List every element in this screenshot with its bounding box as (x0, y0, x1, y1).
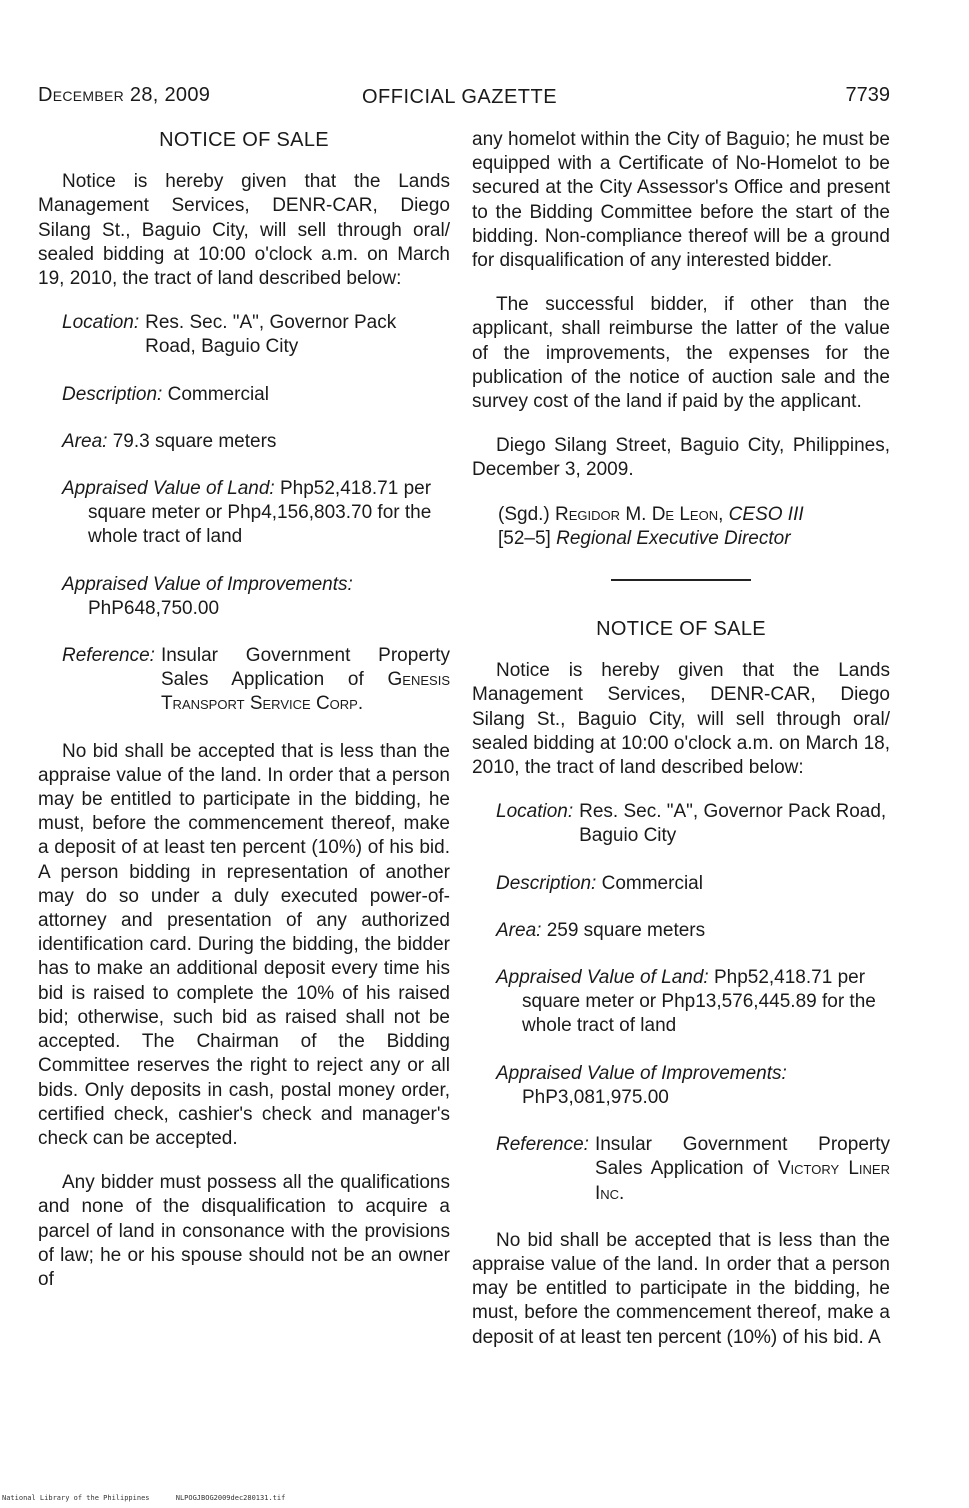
sgd-mark: (Sgd.) (498, 503, 556, 525)
notice1-improvements (62, 573, 450, 621)
reference-number: [52–5] (498, 527, 557, 549)
area-value: 79.3 square meters (112, 430, 277, 452)
area-label: Area: (62, 430, 108, 452)
reference-label: Reference: (62, 645, 155, 667)
notice2-location (496, 800, 890, 848)
land-value-label: Appraised Value of Land: (496, 967, 714, 989)
notice1-heading: NOTICE OF SALE (159, 129, 329, 151)
notice1-location (62, 311, 450, 359)
publication-title: OFFICIAL GAZETTE (362, 86, 558, 108)
location-value: Res. Sec. "A", Governor Pack Road, Baguio City (145, 312, 397, 358)
right-column (472, 128, 890, 1370)
improvements-value: PhP648,750.00 (88, 597, 220, 619)
issue-date: December 28, 2009 (38, 84, 211, 106)
notice2-description (496, 872, 890, 896)
description-value: Commercial (601, 872, 703, 894)
notice2-improvements (496, 1062, 890, 1110)
signatory-position: Regional Executive Director (556, 527, 791, 549)
notice1-land-value (62, 477, 450, 550)
notice1-reference (62, 644, 450, 717)
notice1-qualifications: Any bidder must possess all the qualifications and none of the disqualification to acquire a parcel of land in consonance with the provisions of law; he or his spouse should not be an owner of (38, 1172, 450, 1290)
description-label: Description: (496, 872, 602, 894)
reference-company: Victory Liner Inc. (594, 1158, 890, 1204)
left-column (38, 128, 450, 1292)
notice1-intro: Notice is hereby given that the Lands Management Services, DENR-CAR, Diego Silang St., Baguio City, will sell through oral/ sealed bidding at 10:00 o'clock a.m. on March 19, 2010, the tract of land described below: (38, 171, 450, 290)
signatory-name: Regidor M. De Leon, (555, 503, 729, 525)
notice1-place-date: Diego Silang Street, Baguio City, Philippines, December 3, 2009. (472, 435, 890, 481)
reference-text: Insular Government Property Sales Application of (594, 1134, 890, 1180)
reference-value (595, 1133, 890, 1206)
area-value: 259 square meters (546, 919, 706, 941)
notice2-bid-conditions: No bid shall be accepted that is less than the appraise value of the land. In order that a person may be entitled to participate in the bidding, he must, before the commencement thereof, make a deposit of at least ten percent (10%) of his bid. A (472, 1229, 890, 1348)
notice2-land-value (496, 966, 890, 1039)
description-label: Description: (62, 383, 163, 405)
scan-footer (2, 1494, 307, 1502)
land-value-amount: Php52,418.71 per square meter or Php13,576,445.89 for the whole tract of land (522, 967, 876, 1037)
notice2-heading: NOTICE OF SALE (596, 618, 766, 641)
notice1-signature-block (498, 503, 890, 551)
notice1-bid-conditions: No bid shall be accepted that is less than the appraise value of the land. In order that a person may be entitled to participate in the bidding, he must, before the commencement thereof, make a deposit of at least ten percent (10%) of his bid. A person bidding in representation of another may do so under a duly executed power-of-attorney and presentation of any authorized identification card. During the bidding, the bidder has to make an additional deposit every time his bid is raised to complete the 10% of his raised bid; otherwise, such bid as raised shall not be accepted. The Chairman of the Bidding Committee reserves the right to reject any or all bids. Only deposits in cash, postal money order, certified check, cashier's check and manager's check can be accepted. (38, 740, 450, 1149)
notice2-reference (496, 1133, 890, 1206)
improvements-label: Appraised Value of Improvements: (496, 1062, 787, 1084)
reference-text: Insular Government Property Sales Application of (160, 645, 450, 691)
page-number: 7739 (845, 84, 890, 106)
notice1-qualifications-continued: any homelot within the City of Baguio; he must be equipped with a Certificate of No-Homelot to be secured at the City Assessor's Office and present to the Bidding Committee before the start of the bidding. Non-compliance thereof will be a ground for disqualification of any interested bidder. (472, 129, 890, 272)
improvements-value: PhP3,081,975.00 (522, 1086, 669, 1108)
notice1-description (62, 383, 450, 407)
land-value-amount: Php52,418.71 per square meter or Php4,156,803.70 for the whole tract of land (88, 478, 432, 548)
location-label: Location: (62, 312, 140, 334)
notice1-area (62, 430, 450, 454)
land-value-label: Appraised Value of Land: (62, 478, 275, 500)
notice2-intro: Notice is hereby given that the Lands Management Services, DENR-CAR, Diego Silang St., Baguio City, will sell through oral/ sealed bidding at 10:00 o'clock a.m. on March 18, 2010, the tract of land described below: (472, 660, 890, 779)
reference-company: Genesis Transport Service Corp. (160, 669, 450, 715)
improvements-label: Appraised Value of Improvements: (62, 573, 353, 595)
section-divider (611, 579, 751, 581)
location-label: Location: (496, 801, 574, 823)
reference-label: Reference: (496, 1134, 589, 1156)
scan-filename: NLPOGJBOG2009dec280131.tif (175, 1494, 286, 1502)
notice1-reimbursement: The successful bidder, if other than the applicant, shall reimburse the latter of the value of the improvements, the expenses for the publication of the notice of auction sale and the survey cost of the land if paid by the applicant. (472, 294, 890, 413)
notice2-area (496, 919, 890, 943)
reference-value (161, 644, 450, 717)
location-value: Res. Sec. "A", Governor Pack Road, Baguio City (579, 801, 887, 847)
page-header (38, 84, 890, 114)
description-value: Commercial (167, 383, 269, 405)
signatory-title: CESO III (728, 503, 804, 525)
area-label: Area: (496, 919, 547, 941)
library-credit: National Library of the Philippines (2, 1494, 150, 1502)
